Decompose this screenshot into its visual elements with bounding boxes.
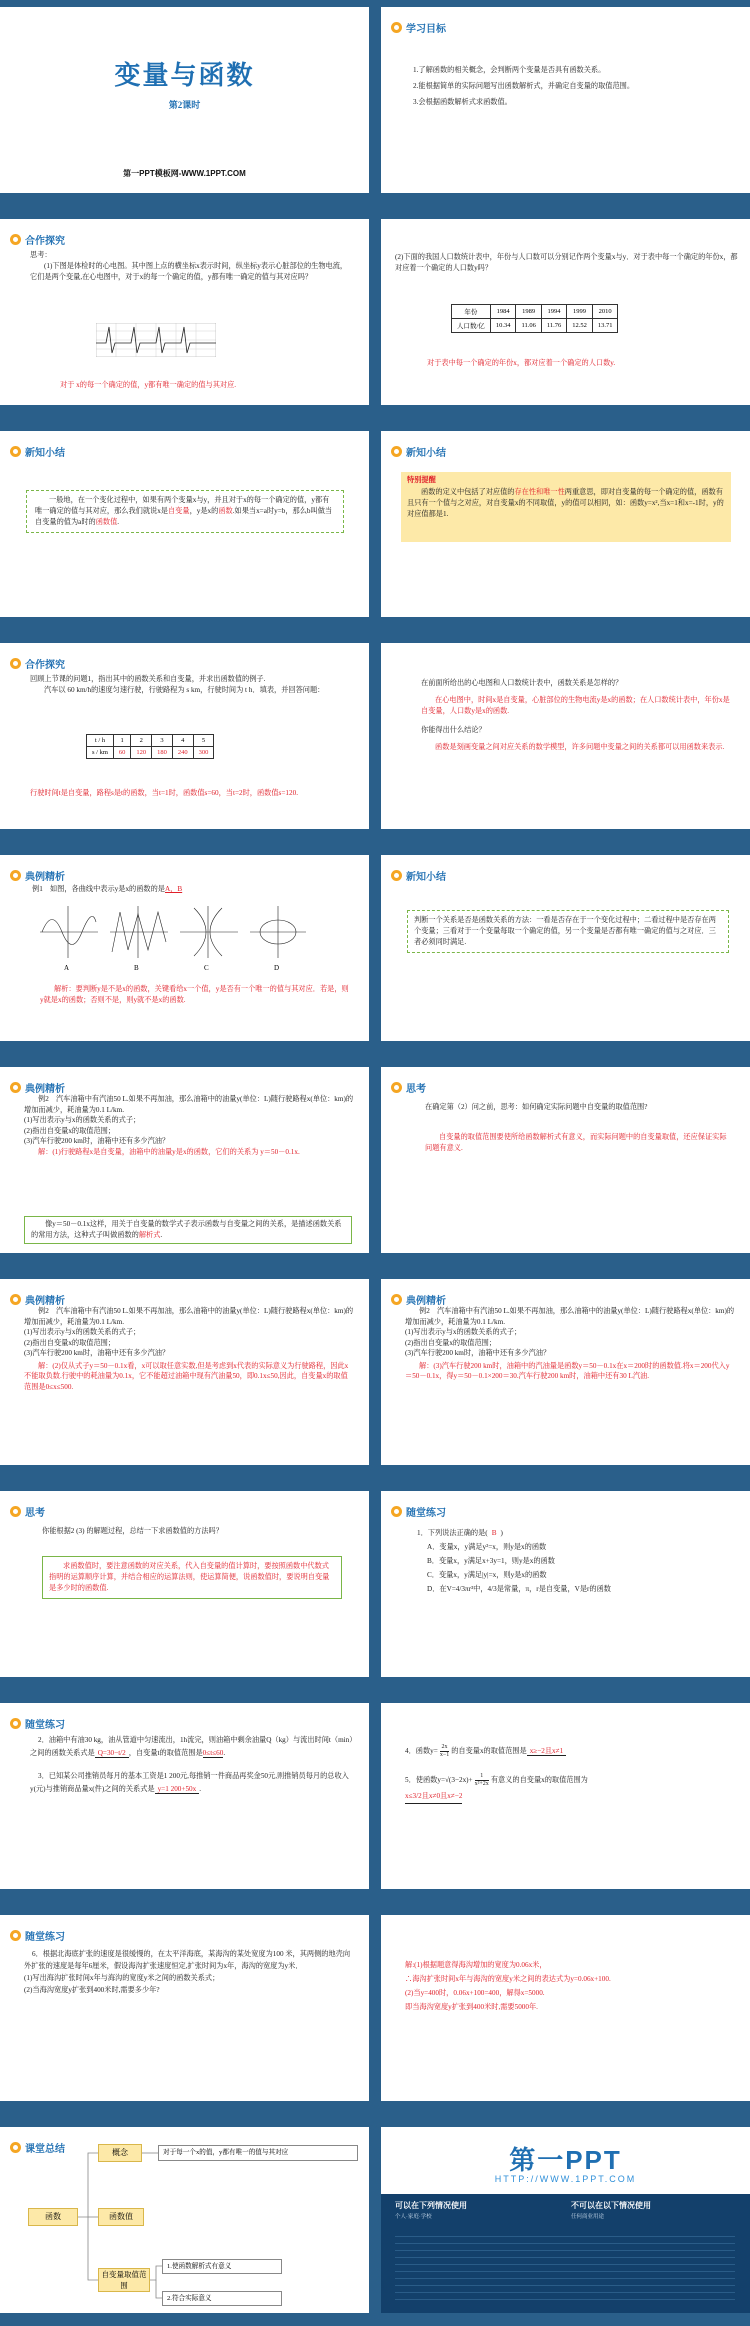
section-header: 典例精析 — [10, 1292, 65, 1307]
value-node: 函数值 — [98, 2208, 144, 2226]
bullet-icon — [391, 870, 402, 881]
info-panel — [381, 2194, 750, 2313]
slide-explore-3 — [0, 636, 369, 835]
bullet-icon — [391, 1294, 402, 1305]
slide-explore-4 — [381, 636, 750, 835]
fraction-icon: $\frac{1}{\text{x²+2x}}$ — [474, 1773, 489, 1787]
question-4: 4．函数y= $\frac{2x}{x-1}$ 的自变量x的取值范围是 x≥−2且x≠1 — [405, 1744, 740, 1759]
reminder-box: 特别提醒 函数的定义中包括了对应值的存在性和唯一性两重意思，即对自变量的每一个确定的值，函数有且只有一个值与之对应，对自变量x的不同取值，y的值可以相同，如：函数y=x²,当x=1和x=-1时，y的对应值都是1. — [401, 472, 731, 542]
answer-choice: A，B — [164, 885, 183, 893]
question-3: 3．已知某公司推销员每月的基本工资是1 200元,每推销一件商品再奖金50元,则推销员每月的总收入y(元)与推销商品量x(件)之间的关系式是 y=1 200+50x . — [30, 1772, 349, 1793]
section-header: 课堂总结 — [10, 2140, 65, 2155]
range-node: 自变量取值范围 — [98, 2268, 150, 2292]
question: (1)下图是体检时的心电图。其中图上点的横坐标x表示时间，纵坐标y表示心脏部位的生物电流，它们是两个变量,在心电图中，对于x的每一个确定的值，y都有唯一确定的值与其对应吗？ — [30, 262, 348, 281]
concept-node: 概念 — [98, 2144, 142, 2162]
brand-logo: 第一PPT — [509, 2145, 622, 2175]
answer-box: 求函数值时，要注意函数的对应关系，代入自变量的值计算时，要按照函数中代数式指明的运算顺序计算，并结合相应的运算法则，使运算简便，说函数值时，要说明自变量是多少时的函数值. — [42, 1556, 342, 1599]
section-header: 思考 — [10, 1504, 45, 1519]
definition-box: 一般地，在一个变化过程中，如果有两个变量x与y，并且对于x的每一个确定的值，y都有唯一确定的值与其对应，那么我们就说x是自变量，y是x的函数.如果当x=a时y=b，那么b叫做当自变量的值为a时的函数值. — [26, 490, 344, 533]
think-label: 思考： — [30, 251, 52, 259]
link-list-decor — [395, 2230, 735, 2300]
question: 汽车以 60 km/h的速度匀速行驶，行驶路程为 s km，行驶时间为 t h．填表，并回答问题： — [44, 686, 325, 694]
slide-example-2c: 典例精析 例2 汽车油箱中有汽油50 L.如果不再加油，那么油箱中的油量y(单位：L)随行驶路程x(单位：km)的增加而减少，耗油量为0.1 L/km. (1)写出表示y与x的函数关系的式子； (2)指出自变量x的取值范围； (3)汽车行驶200 km时，油箱中还有多少汽油？ 解：(3)汽车行驶200 km时，油箱中的汽油量是函数y＝50－0.1x在x＝200时的函数值.将x＝200代入y＝50－0.1x，得y＝50－0.1×200＝30.汽车行驶200 km时，油箱中还有30 L汽油. — [381, 1272, 750, 1471]
objective-3: 3.会根据函数解析式求函数值。 — [413, 98, 512, 106]
section-header: 新知小结 — [391, 868, 446, 883]
section-header: 随堂练习 — [10, 1716, 65, 1731]
ecg-chart — [96, 323, 216, 357]
bullet-icon — [10, 1082, 21, 1093]
slide-summary-3 — [381, 848, 750, 1047]
bullet-icon — [10, 234, 21, 245]
objective-2: 2.能根据简单的实际问题写出函数解析式，并确定自变量的取值范围。 — [413, 82, 635, 90]
section-header: 典例精析 — [391, 1292, 446, 1307]
answer-2: 函数是刻画变量之间对应关系的数学模型，许多问题中变量之间的关系都可以用函数来表示. — [435, 743, 725, 751]
bullet-icon — [10, 870, 21, 881]
label-c: C — [204, 964, 209, 972]
section-header: 随堂练习 — [10, 1928, 65, 1943]
solution: 解：(1)行驶路程x是自变量，油箱中的油量y是x的函数，它们的关系为 y＝50－0.1x. — [38, 1147, 300, 1156]
solution: 解：(3)汽车行驶200 km时，油箱中的汽油量是函数y＝50－0.1x在x＝200时的函数值.将x＝200代入y＝50－0.1x，得y＝50－0.1×200＝30.汽车行驶200 km时，油箱中还有30 L汽油. — [405, 1361, 730, 1380]
label-d: D — [274, 964, 280, 972]
slide-title — [0, 0, 369, 199]
bullet-icon — [391, 446, 402, 457]
solution: 解：(2)仅从式子y＝50－0.1x看，x可以取任意实数,但是考虑到x代表的实际意义为行驶路程，因此x不能取负数.行驶中的耗油量为0.1x，它不能超过油箱中现有汽油量50，即0.1x≤50,因此，自变量x的取值范围是0≤x≤500. — [24, 1361, 349, 1391]
bullet-icon — [10, 658, 21, 669]
answer: 行驶时间t是自变量，路程s是t的函数，当t=1时，函数值s=60，当t=2时，函数值s=120. — [30, 789, 298, 797]
bullet-icon — [10, 1930, 21, 1941]
question-1: 在前面所给出的心电图和人口数统计表中，函数关系是怎样的？ — [421, 679, 623, 687]
question-2: 2．油箱中有油30 kg，油从管道中匀速流出，1h流完，则油箱中剩余油量Q（kg）与流出时间t（min）之间的函数关系式是 Q=30−t/2 ，自变量t的取值范围是0≤t≤60. — [30, 1736, 353, 1757]
answer-1: 在心电图中，时间x是自变量，心脏部位的生物电流y是x的函数；在人口数统计表中，年份x是自变量，人口数y是x的函数. — [421, 696, 730, 715]
intro: 回顾上节课的问题1，指出其中的函数关系和自变量，并求出函数值的例子. — [30, 675, 266, 683]
bullet-icon — [10, 1294, 21, 1305]
page-title: 变量与函数 — [114, 60, 255, 90]
bullet-icon — [10, 1718, 21, 1729]
range-rule-2: 2.符合实际意义 — [162, 2291, 282, 2306]
bullet-icon — [10, 1506, 21, 1517]
option-d: D．在V=4/3πr³中，4/3是常量，π，r是自变量，V是r的函数 — [427, 1585, 611, 1593]
slide-practice-2 — [0, 1696, 369, 1895]
root-node: 函数 — [28, 2208, 78, 2226]
option-a: A．变量x，y满足y²=x，则y是x的函数 — [427, 1543, 547, 1551]
question: 在确定第（2）问之前，思考：如何确定实际问题中自变量的取值范围? — [425, 1103, 648, 1111]
usage-denied-title: 不可以在以下情况使用 — [571, 2201, 651, 2210]
concept-detail: 对于每一个x的值，y都有唯一的值与其对应 — [158, 2145, 358, 2161]
answer-5: x≤3/2且x≠0且x≠−2 — [405, 1790, 462, 1804]
slide-practice-answer: 解:(1)根据题意得海沟增加的宽度为0.06x米， ∴海沟扩张时间x年与海沟的宽度y米之间的表达式为y=0.06x+100. (2)当y=400时，0.06x+100=400，解得x=5000. 即当海沟宽度y扩张到400米时,需要5000年. — [381, 1908, 750, 2107]
option-b: B．变量x，y满足x+3y=1，则y是x的函数 — [427, 1557, 555, 1565]
slide-example-1 — [0, 848, 369, 1047]
slide-think-2 — [0, 1484, 369, 1683]
answer: 对于 x的每一个确定的值，y都有唯一确定的值与其对应. — [60, 381, 237, 389]
slide-explore-2 — [381, 212, 750, 411]
usage-allowed-title: 可以在下列情况使用 — [395, 2201, 467, 2210]
section-header: 合作探究 — [10, 232, 65, 247]
speed-table: t / h 1 2 3 4 5 s / km 60 120 180 240 300 — [86, 734, 214, 759]
slide-objectives — [381, 0, 750, 199]
section-header: 典例精析 — [10, 1080, 65, 1095]
question-2: 你能得出什么结论？ — [421, 726, 486, 734]
answer: 对于表中每一个确定的年份x，都对应着一个确定的人口数y. — [427, 359, 616, 367]
section-header: 思考 — [391, 1080, 426, 1095]
range-rule-1: 1.使函数解析式有意义 — [162, 2259, 282, 2274]
bullet-icon — [391, 1506, 402, 1517]
question: (2)下面的我国人口数统计表中，年份与人口数可以分别记作两个变量x与y．对于表中每一个确定的年份x，都对应着一个确定的人口数y吗？ — [395, 253, 738, 272]
question-5: 5．使函数y=√(3−2x)+ $\frac{1}{\text{x²+2x}}$ 有意义的自变量x的取值范围为 — [405, 1773, 588, 1787]
slide-explore-1 — [0, 212, 369, 411]
section-header: 学习目标 — [391, 20, 446, 35]
slide-practice-3 — [381, 1696, 750, 1895]
usage-denied-text: 任何商业用途 — [571, 2214, 605, 2220]
note-box: 像y＝50－0.1x这样，用关于自变量的数学式子表示函数与自变量之间的关系，是描述函数关系的常用方法，这种式子叫做函数的解析式. — [24, 1216, 352, 1244]
slide-summary-1 — [0, 424, 369, 623]
slide-practice-1 — [381, 1484, 750, 1683]
population-table: 年份 1984 1989 1994 1999 2010 人口数/亿 10.34 11.06 11.76 12.52 13.71 — [451, 304, 618, 333]
fraction-icon: $\frac{2x}{x-1}$ — [439, 1744, 450, 1758]
slide-think-1 — [381, 1060, 750, 1259]
section-header: 典例精析 — [10, 868, 65, 883]
objective-1: 1.了解函数的相关概念，会判断两个变量是否具有函数关系。 — [413, 66, 606, 74]
bullet-icon — [391, 1082, 402, 1093]
subtitle: 第2课时 — [168, 100, 201, 110]
slide-summary-2 — [381, 424, 750, 623]
slide-end — [381, 2120, 750, 2319]
slide-practice-4: 随堂练习 6．根据北海底扩张的速度是很缓慢的，在太平洋海底，某海沟的某处宽度为100 米，其两侧的地壳向外扩张的速度是每年6厘米，假设海沟扩张速度恒定,扩张时间为x年，海沟的宽度为y米． (1)写出海沟扩张时间x年与海沟的宽度y米之间的函数关系式； (2)当海沟宽度y扩张到400米时,需要多少年? — [0, 1908, 369, 2107]
analysis: 解析：要判断y是不是x的函数，关键看给x一个值，y是否有一个唯一的值与其对应．若是，则y就是x的函数；否则不是，则y就不是x的函数. — [40, 985, 349, 1004]
option-c: C．变量x，y满足|y|=x，则y是x的函数 — [427, 1571, 547, 1579]
method-box: 判断一个关系是否是函数关系的方法：一看是否存在于一个变化过程中；二看过程中是否存在两个变量；三看对于一个变量每取一个确定的值，另一个变量是否都有唯一确定的值与之对应．三者必须同时满足. — [407, 910, 729, 953]
site-label: 第一PPT模板网-WWW.1PPT.COM — [123, 169, 246, 178]
slide-lesson-summary — [0, 2120, 369, 2319]
slide-example-2a: 典例精析 例2 汽车油箱中有汽油50 L.如果不再加油，那么油箱中的油量y(单位：L)随行驶路程x(单位：km)的增加而减少，耗油量为0.1 L/km. (1)写出表示y与x的函数关系的式子； (2)指出自变量x的取值范围； (3)汽车行驶200 km时，油箱中还有多少汽油？ 解：(1)行驶路程x是自变量，油箱中的油量y是x的函数，它们的关系为 y＝50－0.1x. 像y＝50－0.1x这样，用关于自变量的数学式子表示函数与自变量之间的关系，是描述函数关系的常用方法，这种式子叫做函数的解析式. — [0, 1060, 369, 1259]
slide-example-2b: 典例精析 例2 汽车油箱中有汽油50 L.如果不再加油，那么油箱中的油量y(单位：L)随行驶路程x(单位：km)的增加而减少，耗油量为0.1 L/km. (1)写出表示y与x的函数关系的式子； (2)指出自变量x的取值范围； (3)汽车行驶200 km时，油箱中还有多少汽油？ 解：(2)仅从式子y＝50－0.1x看，x可以取任意实数,但是考虑到x代表的实际意义为行驶路程，因此x不能取负数.行驶中的耗油量为0.1x，它不能超过油箱中现有汽油量50，即0.1x≤50,因此，自变量x的取值范围是0≤x≤500. — [0, 1272, 369, 1471]
question: 例1 如图，各曲线中表示y是x的函数的是 — [32, 885, 165, 893]
label-b: B — [134, 964, 139, 972]
section-header: 新知小结 — [10, 444, 65, 459]
label-a: A — [64, 964, 70, 972]
question: 1．下列说法正确的是( B ) — [417, 1529, 503, 1537]
answer: 自变量的取值范围要使所给函数解析式有意义，而实际问题中的自变量取值，还应保证实际问题有意义. — [425, 1133, 727, 1152]
bullet-icon — [10, 446, 21, 457]
usage-allowed-text: 个人·家庭·学校 — [395, 2214, 432, 2220]
bullet-icon — [391, 22, 402, 33]
question: 你能根据2 (3) 的解题过程，总结一下求函数值的方法吗？ — [42, 1527, 223, 1535]
curves-figure — [38, 902, 308, 962]
section-header: 合作探究 — [10, 656, 65, 671]
brand-url: HTTP://WWW.1PPT.COM — [494, 2174, 637, 2184]
section-header: 新知小结 — [391, 444, 446, 459]
section-header: 随堂练习 — [391, 1504, 446, 1519]
